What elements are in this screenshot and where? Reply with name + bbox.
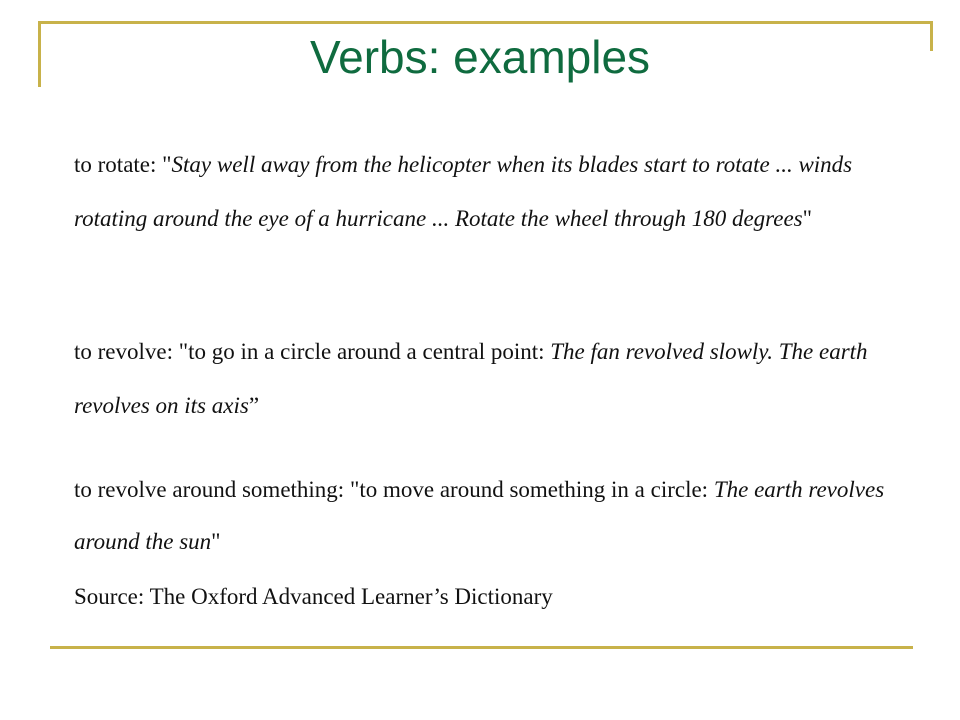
entry-revolve-tail: ” bbox=[248, 393, 260, 418]
slide-title: Verbs: examples bbox=[309, 31, 651, 83]
entry-rotate bbox=[74, 138, 894, 246]
entry-revolve-around-lead: to revolve around something: "to move around something in a circle: bbox=[74, 477, 714, 502]
entry-rotate-example: Stay well away from the helicopter when its blades start to rotate ... winds rotating around the eye of a hurricane ... Rotate the wheel through 180 degrees bbox=[74, 152, 853, 231]
entry-rotate-lead: to rotate: " bbox=[74, 152, 172, 177]
frame-top-rule bbox=[40, 21, 933, 24]
source-citation: Source: The Oxford Advanced Learner’s Dictionary bbox=[74, 584, 553, 609]
entry-revolve-lead: to revolve: "to go in a circle around a central point: bbox=[74, 339, 551, 364]
entry-revolve-around-example: The earth revolves around the sun bbox=[74, 477, 885, 554]
entry-revolve-around bbox=[74, 464, 894, 568]
entry-revolve-around-tail: " bbox=[211, 529, 221, 554]
entry-rotate-tail: " bbox=[802, 206, 813, 231]
entry-revolve-example: The fan revolved slowly. The earth revolves on its axis bbox=[74, 339, 868, 418]
entry-revolve bbox=[74, 325, 894, 433]
frame-bottom-rule bbox=[50, 646, 913, 649]
